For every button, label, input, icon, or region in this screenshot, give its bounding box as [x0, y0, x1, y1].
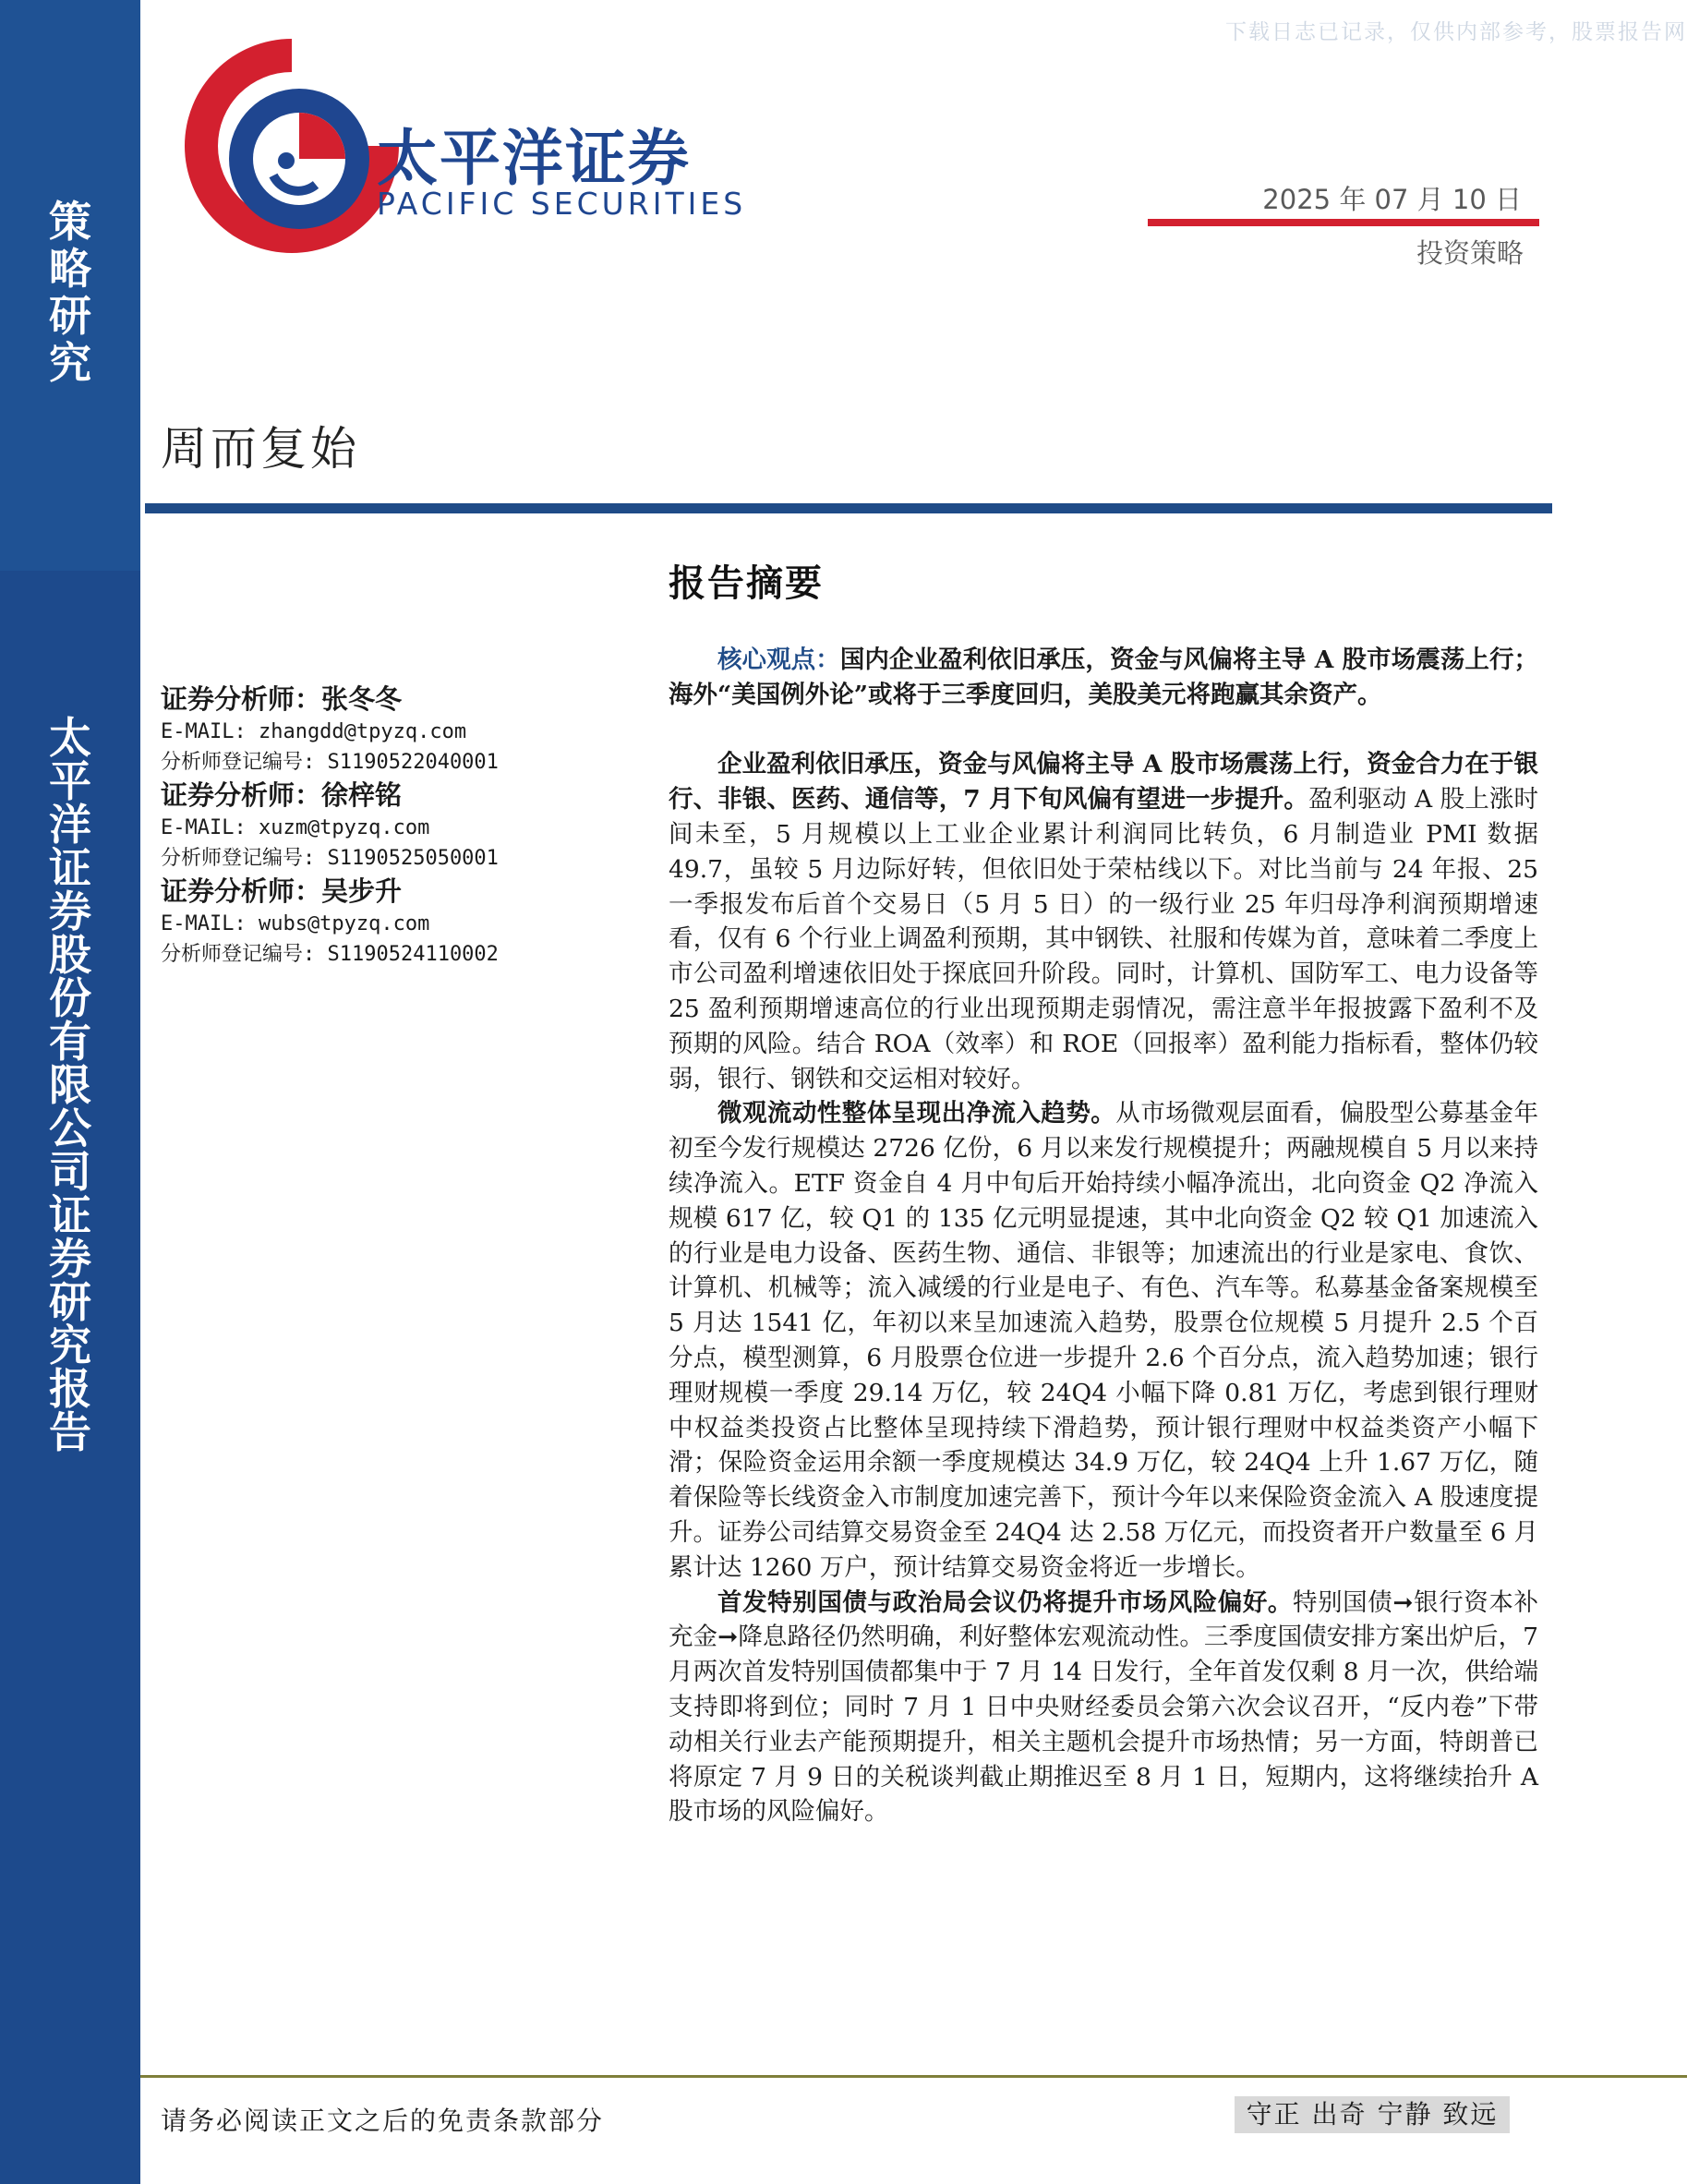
paragraph-text: 特别国债➞银行资本补充金➞降息路径仍然明确，利好整体宏观流动性。三季度国债安排方案出炉后，7 月两次首发特别国债都集中于 7 月 14 日发行，全年首发仅剩 8 月一次，供给端支持即将到位；同时 7 月 1 日中央财经委员会第六次会议召开，“反内卷”下带动相关行业去产能预期提升，相关主题机会提升市场热情；另一方面，特朗普已将原定 7 月 9 日的关税谈判截止期推迟至 8 月 1 日，短期内，这将继续抬升 A 股市场的风险偏好。	[669, 1587, 1538, 1827]
company-motto: 守正 出奇 宁静 致远	[1235, 2096, 1510, 2133]
report-type: 投资策略	[1416, 237, 1524, 269]
analyst-reg-number: 分析师登记编号: S1190525050001	[161, 847, 499, 870]
analyst-email: E-MAIL: wubs@tpyzq.com	[161, 912, 430, 935]
report-date: 2025 年 07 月 10 日	[1262, 184, 1522, 215]
analyst-reg-number: 分析师登记编号: S1190524110002	[161, 943, 499, 966]
footer-disclaimer: 请务必阅读正文之后的免责条款部分	[161, 2106, 605, 2136]
footer-divider	[140, 2075, 1687, 2078]
body-paragraph	[669, 1096, 1538, 1585]
paragraph-text: 从市场微观层面看，偏股型公募基金年初至今发行规模达 2726 亿份，6 月以来发行规模提升；两融规模自 5 月以来持续净流入。ETF 资金自 4 月中旬后开始持续小幅净流出，北向资金 Q2 净流入规模 617 亿，较 Q1 的 135 亿元明显提速，其中北向资金 Q2 较 Q1 加速流入的行业是电力设备、医药生物、通信、非银等；加速流出的行业是家电、食饮、计算机、机械等；流入减缓的行业是电子、有色、汽车等。私募基金备案规模至 5 月达 1541 亿，年初以来呈加速流入趋势，股票仓位规模 5 月提升 2.5 个百分点，模型测算，6 月股票仓位进一步提升 2.6 个百分点，流入趋势加速；银行理财规模一季度 29.14 万亿，较 24Q4 小幅下降 0.81 万亿，考虑到银行理财中权益类投资占比整体呈现持续下滑趋势，预计银行理财中权益类资产小幅下滑；保险资金运用余额一季度规模达 34.9 万亿，较 24Q4 上升 1.67 万亿，随着保险等长线资金入市制度加速完善下，预计今年以来保险资金流入 A 股速度提升。证券公司结算交易资金至 24Q4 达 2.58 万亿元，而投资者开户数量至 6 月累计达 1260 万户，预计结算交易资金将近一步增长。	[669, 1099, 1538, 1582]
summary-heading: 报告摘要	[669, 561, 824, 605]
watermark-text: 下载日志已记录，仅供内部参考，股票报告网	[1225, 20, 1687, 44]
core-view-label: 核心观点：	[717, 646, 840, 674]
body-paragraph	[669, 1586, 1538, 1830]
analyst-email: E-MAIL: xuzm@tpyzq.com	[161, 816, 430, 839]
analyst-name: 证券分析师：吴步升	[161, 875, 403, 907]
paragraph-text: 盈利驱动 A 股上涨时间未至，5 月规模以上工业企业累计利润同比转负，6 月制造业 PMI 数据 49.7，虽较 5 月边际好转，但依旧处于荣枯线以下。对比当前与 24 年报、25 一季报发布后首个交易日（5 月 5 日）的一级行业 25 年归母净利润预期增速看，仅有 6 个行业上调盈利预期，其中钢铁、社服和传媒为首，意味着二季度上市公司盈利增速依旧处于探底回升阶段。同时，计算机、国防军工、电力设备等 25 盈利预期增速高位的行业出现预期走弱情况，需注意半年报披露下盈利不及预期的风险。结合 ROA（效率）和 ROE（回报率）盈利能力指标看，整体仍较弱，银行、钢铁和交运相对较好。	[669, 785, 1538, 1093]
pacific-securities-logo-icon	[177, 37, 406, 275]
analyst-name: 证券分析师：徐梓铭	[161, 779, 403, 811]
paragraph-lead: 首发特别国债与政治局会议仍将提升市场风险偏好。	[717, 1587, 1293, 1617]
title-divider	[145, 503, 1552, 513]
analyst-email: E-MAIL: zhangdd@tpyzq.com	[161, 720, 467, 743]
analyst-name: 证券分析师：张冬冬	[161, 683, 403, 715]
paragraph-lead: 微观流动性整体呈现出净流入趋势。	[717, 1099, 1116, 1128]
brand-name-cn: 太平洋证券	[377, 123, 691, 194]
analyst-list	[161, 682, 622, 970]
core-view-paragraph	[669, 643, 1538, 713]
report-title: 周而复始	[161, 422, 360, 476]
header-red-divider	[1148, 219, 1539, 226]
summary-body	[669, 643, 1538, 1829]
analyst-reg-number: 分析师登记编号: S1190522040001	[161, 751, 499, 774]
body-paragraph	[669, 747, 1538, 1096]
sidebar-category-label: 策 略 研 究	[49, 197, 91, 388]
sidebar-company-label: 太 平 洋 证 券 股 份 有 限 公 司 证 券 研 究 报 告	[49, 713, 91, 1457]
brand-name-en: PACIFIC SECURITIES	[377, 186, 747, 222]
core-view-text: 国内企业盈利依旧承压，资金与风偏将主导 A 股市场震荡上行；海外“美国例外论”或将于三季度回归，美股美元将跑赢其余资产。	[669, 646, 1539, 709]
paragraph-lead: 企业盈利依旧承压，资金与风偏将主导 A 股市场震荡上行，资金合力在于银行、非银、医药、通信等，7 月下旬风偏有望进一步提升。	[669, 750, 1538, 814]
left-sidebar	[0, 0, 140, 2184]
